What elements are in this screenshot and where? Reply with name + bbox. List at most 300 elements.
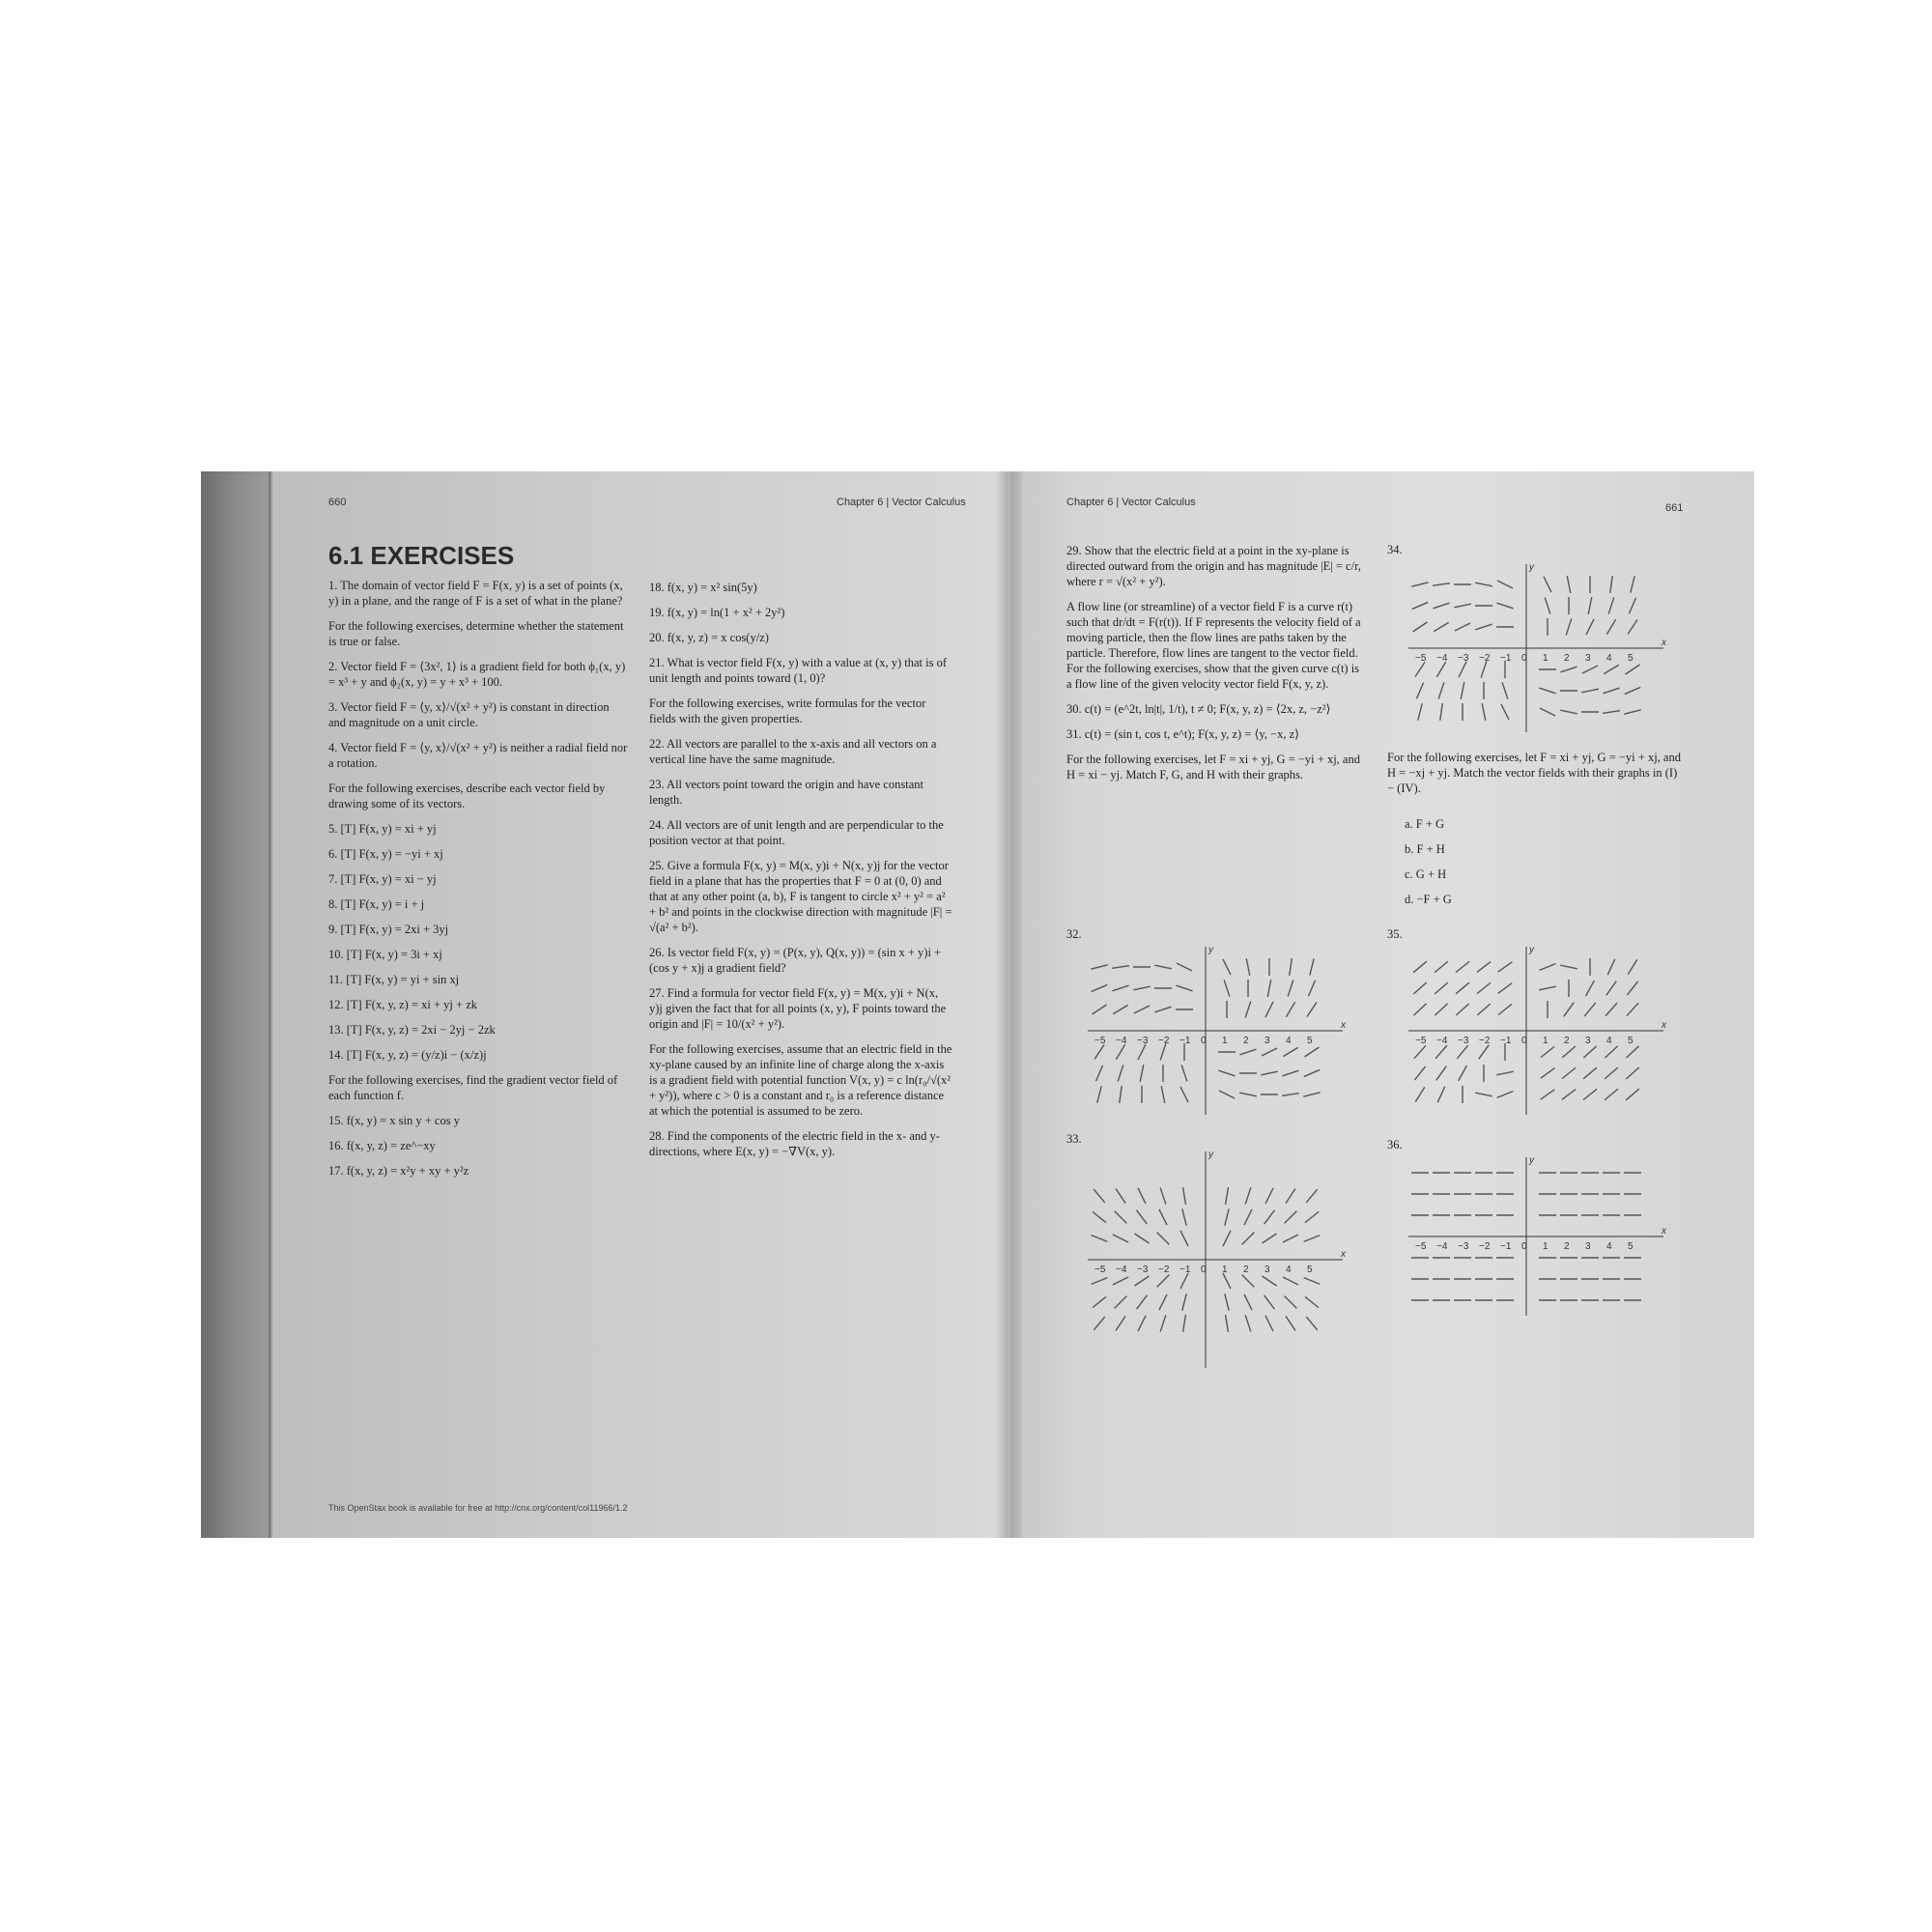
vector-arrow	[1498, 962, 1513, 972]
vector-arrow	[1411, 582, 1428, 586]
vector-arrow	[1160, 1187, 1166, 1204]
vector-arrow	[1588, 597, 1592, 614]
exercise-29: 29. Show that the electric field at a point in the xy-plane is directed outward from the origin and has magnitude |E| = c/r, where r = √(x² + y²).	[1066, 544, 1361, 588]
vector-arrow	[1605, 1003, 1617, 1015]
vector-arrow	[1094, 1317, 1105, 1330]
vector-arrow	[1245, 1187, 1251, 1204]
vector-arrow	[1182, 1208, 1186, 1225]
vector-arrow	[1539, 986, 1556, 990]
vector-arrow	[1137, 1210, 1148, 1224]
vector-arrow	[1115, 1211, 1127, 1224]
vector-arrow	[1475, 624, 1492, 630]
exercise-2: 2. Vector field F = ⟨3x², 1⟩ is a gradient field for both ϕ₁(x, y) = x³ + y and ϕ₂(x, y) = y + x³ + 100.	[328, 660, 626, 689]
vector-arrow	[1454, 604, 1471, 608]
vector-arrow	[1306, 1317, 1318, 1330]
x-tick-label: 2	[1243, 1264, 1249, 1275]
vector-arrow	[1477, 962, 1491, 973]
x-tick-label: 5	[1628, 653, 1634, 664]
vector-arrow	[1261, 1071, 1278, 1075]
vector-arrow	[1094, 1189, 1105, 1203]
vector-arrow	[1581, 689, 1599, 693]
vector-arrow	[1629, 598, 1635, 614]
exercise-28: 28. Find the components of the electric field in the x- and y-directions, where E(x, y) = −∇V(x, y).	[649, 1129, 940, 1158]
vector-arrow	[1482, 703, 1486, 721]
vector-arrow	[1501, 704, 1509, 720]
vector-arrow	[1286, 1317, 1295, 1331]
vector-arrow	[1244, 1209, 1252, 1225]
vector-arrow	[1219, 1091, 1235, 1098]
vector-arrow	[1113, 1235, 1128, 1242]
x-tick-label: 1	[1543, 1036, 1548, 1046]
vector-arrow	[1475, 1093, 1492, 1096]
vector-arrow	[1223, 959, 1231, 975]
vector-arrow	[1304, 1236, 1321, 1242]
vector-arrow	[1436, 662, 1445, 676]
exercise-7: 7. [T] F(x, y) = xi − yj	[328, 872, 437, 886]
vector-arrow	[1264, 1210, 1275, 1224]
vector-arrow	[1157, 1275, 1170, 1288]
flow-line-intro: A flow line (or streamline) of a vector field F is a curve r(t) such that dr/dt = F(r(t)). If F represents the velocity field of a moving particle, then the flow lines are paths taken by the particle. Therefore, flow lines are tangent to the vector field. For the following exercises, show that the given curve c(t) is a flow line of the given velocity vector field F(x, y, z).	[1066, 600, 1361, 691]
vector-arrow	[1133, 986, 1151, 990]
vector-arrow	[1413, 982, 1426, 994]
exercise-20: 20. f(x, y, z) = x cos(y/z)	[649, 631, 769, 644]
vector-arrow	[1265, 1002, 1273, 1017]
x-tick-label: −4	[1116, 1036, 1127, 1046]
vector-arrow	[1457, 1045, 1468, 1059]
exercise-21: 21. What is vector field F(x, y) with a value at (x, y) that is of unit length and points toward (1, 0)?	[649, 656, 948, 685]
x-tick-label: −1	[1500, 1241, 1512, 1252]
vector-arrow	[1118, 1065, 1123, 1081]
vector-arrow	[1605, 1089, 1618, 1099]
vector-arrow	[1435, 982, 1448, 994]
vector-arrow	[1116, 1317, 1125, 1331]
vector-arrow	[1583, 1067, 1597, 1079]
vector-arrow	[1564, 1003, 1574, 1017]
vector-arrow	[1560, 965, 1577, 969]
x-tick-label: 0	[1521, 1036, 1527, 1046]
vector-arrow	[1176, 985, 1192, 991]
vector-arrow	[1586, 619, 1594, 635]
vector-arrow	[1262, 1048, 1277, 1056]
vector-arrow	[1223, 1273, 1231, 1289]
vector-arrow	[1415, 1087, 1425, 1101]
vector-arrow	[1305, 1047, 1320, 1057]
vector-arrow	[1545, 597, 1550, 613]
vector-arrow	[1226, 1315, 1229, 1332]
vector-arrow	[1286, 1002, 1294, 1016]
vector-arrow	[1604, 665, 1618, 673]
x-tick-label: −3	[1137, 1036, 1149, 1046]
vector-arrow	[1497, 1092, 1514, 1098]
vector-arrow	[1283, 1277, 1298, 1285]
vector-arrow	[1286, 1189, 1295, 1204]
svg-text:y: y	[1529, 945, 1534, 955]
vector-arrow	[1265, 1316, 1273, 1331]
vector-arrow	[1180, 1273, 1188, 1289]
vector-field-plot-32	[1080, 939, 1350, 1122]
vector-arrow	[1456, 982, 1469, 994]
vector-field-plot-33	[1080, 1144, 1350, 1376]
vector-arrow	[1626, 665, 1640, 674]
vector-arrow	[1456, 961, 1469, 972]
running-head-left: Chapter 6 | Vector Calculus	[837, 497, 966, 508]
x-tick-label: −5	[1415, 653, 1427, 664]
vector-arrow	[1137, 1295, 1148, 1309]
vector-arrow	[1092, 1278, 1108, 1285]
svg-text:x: x	[1341, 1249, 1346, 1260]
svg-text:y: y	[1529, 1155, 1534, 1166]
vector-arrow	[1138, 1044, 1146, 1060]
left-column-1	[328, 578, 628, 1188]
x-tick-label: −1	[1179, 1036, 1191, 1046]
x-tick-label: −1	[1500, 1036, 1512, 1046]
x-tick-label: 4	[1606, 1036, 1612, 1046]
vector-arrow	[1477, 982, 1491, 993]
x-tick-label: 1	[1222, 1036, 1228, 1046]
vector-arrow	[1437, 1087, 1444, 1102]
x-tick-label: 1	[1543, 653, 1548, 664]
vector-arrow	[1562, 1046, 1576, 1058]
vector-arrow	[1225, 1208, 1229, 1225]
vector-arrow	[1095, 1065, 1102, 1082]
x-tick-label: 4	[1286, 1264, 1292, 1275]
vector-arrow	[1502, 682, 1508, 698]
option-c: c. G + H	[1405, 867, 1447, 881]
vector-arrow	[1094, 1045, 1104, 1060]
exercise-31: 31. c(t) = (sin t, cos t, e^t); F(x, y, z) = ⟨y, −x, z⟩	[1066, 727, 1300, 741]
option-d: d. −F + G	[1405, 893, 1452, 906]
x-tick-label: −5	[1094, 1036, 1106, 1046]
vector-arrow	[1218, 1070, 1235, 1076]
vector-arrow	[1416, 683, 1423, 699]
vector-arrow	[1481, 661, 1487, 677]
vector-arrow	[1583, 1046, 1596, 1058]
exercise-23: 23. All vectors point toward the origin and have constant length.	[649, 778, 923, 807]
vector-arrow	[1415, 663, 1425, 677]
vector-arrow	[1626, 1046, 1638, 1058]
vector-arrow	[1412, 602, 1429, 609]
vector-arrow	[1112, 985, 1128, 991]
vector-arrow	[1092, 1236, 1108, 1242]
vector-arrow	[1140, 1065, 1144, 1082]
vector-arrow	[1182, 1293, 1186, 1310]
vector-arrow	[1438, 682, 1444, 698]
vector-arrow	[1285, 1296, 1297, 1309]
vector-arrow	[1181, 1065, 1187, 1081]
vector-arrow	[1305, 1296, 1319, 1307]
vector-arrow	[1305, 1211, 1319, 1222]
vector-arrow	[1560, 710, 1577, 714]
vector-arrow	[1456, 1004, 1468, 1015]
x-tick-label: −5	[1415, 1036, 1427, 1046]
vector-arrow	[1560, 667, 1577, 672]
vector-arrow	[1282, 1070, 1298, 1076]
x-tick-label: 0	[1201, 1036, 1207, 1046]
right-column-1	[1066, 543, 1362, 792]
vector-arrow	[1562, 1090, 1576, 1100]
vector-arrow	[1116, 1044, 1124, 1059]
exercise-25: 25. Give a formula F(x, y) = M(x, y)i + N(x, y)j for the vector field in a plane that has the properties that F = 0 at (0, 0) and that at any other point (a, b), F is tangent to circle x² + y² = a² + b² and points in the clockwise direction with magnitude |F| = √(a² + b²).	[649, 859, 952, 934]
svg-text:y: y	[1529, 562, 1534, 573]
vector-arrow	[1112, 966, 1129, 969]
vector-arrow	[1435, 961, 1448, 972]
vector-arrow	[1239, 1093, 1257, 1096]
vector-arrow	[1434, 622, 1448, 631]
vector-arrow	[1496, 603, 1513, 609]
vector-arrow	[1413, 1004, 1426, 1015]
vector-arrow	[1154, 965, 1172, 969]
vector-arrow	[1242, 1233, 1255, 1245]
exercise-16: 16. f(x, y, z) = ze^−xy	[328, 1139, 436, 1152]
x-tick-label: 4	[1606, 653, 1612, 664]
vector-arrow	[1264, 1295, 1275, 1309]
section-title: 6.1 EXERCISES	[328, 541, 515, 570]
x-tick-label: 5	[1307, 1264, 1313, 1275]
vector-arrow	[1263, 1234, 1277, 1243]
vector-arrow	[1539, 688, 1555, 694]
vector-field-plot-35	[1401, 939, 1671, 1122]
vector-arrow	[1418, 703, 1422, 720]
x-tick-label: −3	[1458, 653, 1469, 664]
vector-arrow	[1413, 961, 1427, 973]
vector-arrow	[1091, 965, 1107, 969]
plot-label-32: 32.	[1066, 927, 1082, 941]
vector-arrow	[1541, 1046, 1554, 1057]
x-tick-label: 2	[1564, 1241, 1570, 1252]
exercise-26: 26. Is vector field F(x, y) = (P(x, y), Q(x, y)) = (sin x + y)i + (cos y + x)j a gradient field?	[649, 946, 942, 975]
vector-arrow	[1177, 963, 1192, 971]
vector-arrow	[1267, 980, 1271, 997]
exercise-18: 18. f(x, y) = x² sin(5y)	[649, 581, 757, 594]
vector-arrow	[1562, 1067, 1576, 1078]
vector-arrow	[1567, 576, 1571, 593]
vector-arrow	[1628, 959, 1637, 974]
vector-field-plot-34	[1401, 556, 1671, 740]
exercise-1: 1. The domain of vector field F = F(x, y) is a set of points (x, y) in a plane, and the range of F is a set of what in the plane?	[328, 579, 623, 608]
option-b: b. F + H	[1405, 842, 1445, 856]
vector-arrow	[1461, 682, 1464, 699]
x-tick-label: 5	[1307, 1036, 1313, 1046]
vector-arrow	[1583, 1089, 1597, 1099]
instruction: For the following exercises, assume that an electric field in the xy-plane caused by an infinite line of charge along the x-axis is a gradient field with potential function V(x, y) = c ln(r₀/√(x² + y²)), where c > 0 is a constant and r₀ is a reference distance at which the potential is assumed to be zero.	[649, 1042, 952, 1118]
vector-arrow	[1093, 1296, 1106, 1307]
exercise-27: 27. Find a formula for vector field F(x, y) = M(x, y)i + N(x, y)j given the fact that for all points (x, y), F points toward the origin and |F| = 10/(x² + y²).	[649, 986, 947, 1031]
vector-arrow	[1605, 1067, 1618, 1079]
x-tick-label: 3	[1585, 1036, 1591, 1046]
vector-arrow	[1245, 1001, 1251, 1017]
instruction: For the following exercises, find the gradient vector field of each function f.	[328, 1073, 618, 1102]
vector-arrow	[1138, 1316, 1146, 1331]
vector-arrow	[1308, 980, 1315, 997]
instruction: For the following exercises, write formulas for the vector fields with the given properties.	[649, 696, 926, 725]
exercise-24: 24. All vectors are of unit length and are perpendicular to the position vector at that point.	[649, 818, 944, 847]
instruction: For the following exercises, determine whether the statement is true or false.	[328, 619, 624, 648]
vector-arrow	[1433, 583, 1450, 586]
svg-text:y: y	[1208, 945, 1213, 955]
vector-arrow	[1160, 1043, 1166, 1060]
vector-arrow	[1586, 980, 1595, 996]
x-tick-label: −4	[1436, 1036, 1448, 1046]
plot-label-35: 35.	[1387, 927, 1403, 941]
vector-arrow	[1607, 959, 1614, 975]
vector-arrow	[1244, 1294, 1252, 1310]
vector-arrow	[1224, 980, 1230, 996]
x-tick-label: 0	[1521, 1241, 1527, 1252]
vector-field-plot-36	[1401, 1150, 1671, 1323]
vector-arrow	[1138, 1188, 1146, 1204]
exercise-13: 13. [T] F(x, y, z) = 2xi − 2yj − 2zk	[328, 1023, 496, 1037]
exercise-12: 12. [T] F(x, y, z) = xi + yj + zk	[328, 998, 477, 1011]
vector-arrow	[1157, 1233, 1170, 1245]
vector-arrow	[1606, 619, 1615, 634]
vector-arrow	[1159, 1209, 1167, 1225]
vector-arrow	[1436, 1066, 1446, 1081]
x-tick-label: 3	[1264, 1036, 1270, 1046]
vector-arrow	[1435, 1004, 1447, 1015]
exercise-19: 19. f(x, y) = ln(1 + x² + 2y²)	[649, 606, 785, 619]
vector-arrow	[1306, 1189, 1318, 1203]
vector-arrow	[1626, 1089, 1639, 1100]
vector-arrow	[1541, 1068, 1555, 1079]
x-tick-label: 4	[1606, 1241, 1612, 1252]
x-tick-label: 4	[1286, 1036, 1292, 1046]
vector-arrow	[1226, 1187, 1229, 1205]
x-tick-label: −4	[1116, 1264, 1127, 1275]
x-tick-label: −5	[1094, 1264, 1106, 1275]
vector-arrow	[1135, 1234, 1150, 1243]
exercise-4: 4. Vector field F = ⟨y, x⟩/√(x² + y²) is neither a radial field nor a rotation.	[328, 741, 628, 770]
plot-label-33: 33.	[1066, 1132, 1082, 1146]
x-tick-label: −4	[1436, 1241, 1448, 1252]
x-tick-label: 3	[1264, 1264, 1270, 1275]
x-tick-label: −3	[1458, 1241, 1469, 1252]
x-tick-label: 5	[1628, 1241, 1634, 1252]
exercise-22: 22. All vectors are parallel to the x-axis and all vectors on a vertical line have the same magnitude.	[649, 737, 937, 766]
vector-arrow	[1283, 1235, 1298, 1242]
vector-arrow	[1113, 1277, 1128, 1285]
vector-arrow	[1433, 603, 1449, 609]
x-tick-label: −2	[1479, 1241, 1491, 1252]
vector-arrow	[1183, 1315, 1186, 1332]
x-tick-label: 1	[1543, 1241, 1548, 1252]
vector-arrow	[1566, 618, 1572, 635]
vector-arrow	[1603, 688, 1619, 694]
x-tick-label: −5	[1415, 1241, 1427, 1252]
vector-arrow	[1498, 1004, 1512, 1014]
svg-text:x: x	[1662, 1226, 1666, 1236]
vector-arrow	[1223, 1231, 1231, 1246]
book-gutter	[995, 471, 1022, 1538]
vector-arrow	[1544, 577, 1551, 592]
exercise-14: 14. [T] F(x, y, z) = (y/z)i − (x/z)j	[328, 1048, 487, 1062]
vector-arrow	[1440, 703, 1443, 721]
left-column-2	[649, 580, 952, 1169]
x-tick-label: −2	[1158, 1264, 1170, 1275]
vector-arrow	[1093, 1211, 1106, 1222]
svg-text:x: x	[1662, 1020, 1666, 1031]
vector-arrow	[1180, 1231, 1188, 1246]
vector-arrow	[1225, 1293, 1229, 1310]
exercise-3: 3. Vector field F = ⟨y, x⟩/√(x² + y²) is constant in direction and magnitude on a unit circle.	[328, 700, 610, 729]
vector-arrow	[1097, 1086, 1101, 1102]
svg-text:x: x	[1662, 638, 1666, 648]
vector-arrow	[1414, 1045, 1426, 1058]
x-tick-label: −4	[1436, 653, 1448, 664]
vector-arrow	[1625, 687, 1641, 694]
x-tick-label: 5	[1628, 1036, 1634, 1046]
svg-text:y: y	[1208, 1150, 1213, 1160]
answer-options	[1405, 811, 1452, 912]
exercise-11: 11. [T] F(x, y) = yi + sin xj	[328, 973, 460, 986]
vector-arrow	[1477, 1004, 1491, 1015]
vector-arrow	[1603, 711, 1620, 714]
vector-arrow	[1134, 1006, 1150, 1013]
vector-arrow	[1115, 1296, 1127, 1309]
vector-arrow	[1628, 620, 1637, 635]
vector-arrow	[1180, 1087, 1188, 1102]
vector-arrow	[1092, 984, 1108, 991]
vector-arrow	[1627, 981, 1637, 995]
x-tick-label: −2	[1158, 1036, 1170, 1046]
plot-label-34: 34.	[1387, 543, 1403, 556]
x-tick-label: −2	[1479, 1036, 1491, 1046]
vector-arrow	[1459, 662, 1466, 677]
exercise-9: 9. [T] F(x, y) = 2xi + 3yj	[328, 923, 449, 936]
x-tick-label: −3	[1137, 1264, 1149, 1275]
x-tick-label: 3	[1585, 653, 1591, 664]
vector-arrow	[1093, 1005, 1107, 1014]
vector-arrow	[1413, 622, 1428, 632]
vector-arrow	[1626, 1067, 1638, 1079]
vector-arrow	[1290, 958, 1293, 976]
vector-arrow	[1475, 582, 1492, 586]
exercise-5: 5. [T] F(x, y) = xi + yj	[328, 822, 437, 836]
x-tick-label: 1	[1222, 1264, 1228, 1275]
vector-arrow	[1479, 1045, 1489, 1060]
vector-arrow	[1606, 981, 1616, 996]
x-tick-label: 2	[1243, 1036, 1249, 1046]
vector-arrow	[1582, 666, 1598, 673]
svg-text:x: x	[1341, 1020, 1346, 1031]
exercise-30: 30. c(t) = (e^2t, ln|t|, 1/t), t ≠ 0; F(x, y, z) = ⟨2x, z, −z²⟩	[1066, 702, 1331, 716]
instruction: For the following exercises, describe each vector field by drawing some of its vectors.	[328, 781, 606, 810]
vector-arrow	[1265, 1188, 1273, 1204]
running-head-right: Chapter 6 | Vector Calculus	[1066, 497, 1196, 508]
vector-arrow	[1304, 1069, 1321, 1076]
footer-note: This OpenStax book is available for free at http://cnx.org/content/col11966/1.2	[328, 1503, 628, 1513]
vector-arrow	[1183, 1187, 1186, 1205]
right-column-2-intro: For the following exercises, let F = xi + yj, G = −yi + xj, and H = −xj + yj. Match the vector fields with their graphs in (I) − (IV).	[1387, 751, 1681, 795]
vector-arrow	[1283, 1047, 1297, 1056]
vector-arrow	[1540, 708, 1555, 716]
vector-arrow	[1113, 1005, 1127, 1013]
vector-arrow	[1282, 1094, 1299, 1096]
vector-arrow	[1610, 576, 1613, 593]
option-a: a. F + G	[1405, 817, 1445, 831]
page-number-left: 660	[328, 497, 347, 508]
vector-arrow	[1608, 597, 1614, 613]
exercise-6: 6. [T] F(x, y) = −yi + xj	[328, 847, 443, 861]
vector-arrow	[1627, 1003, 1638, 1015]
vector-arrow	[1624, 710, 1640, 714]
vector-arrow	[1263, 1276, 1277, 1286]
vector-arrow	[1584, 1003, 1596, 1016]
vector-arrow	[1246, 958, 1250, 976]
vector-arrow	[1498, 983, 1513, 994]
x-tick-label: 2	[1564, 1036, 1570, 1046]
x-tick-label: 2	[1564, 653, 1570, 664]
vector-arrow	[1242, 1275, 1255, 1288]
